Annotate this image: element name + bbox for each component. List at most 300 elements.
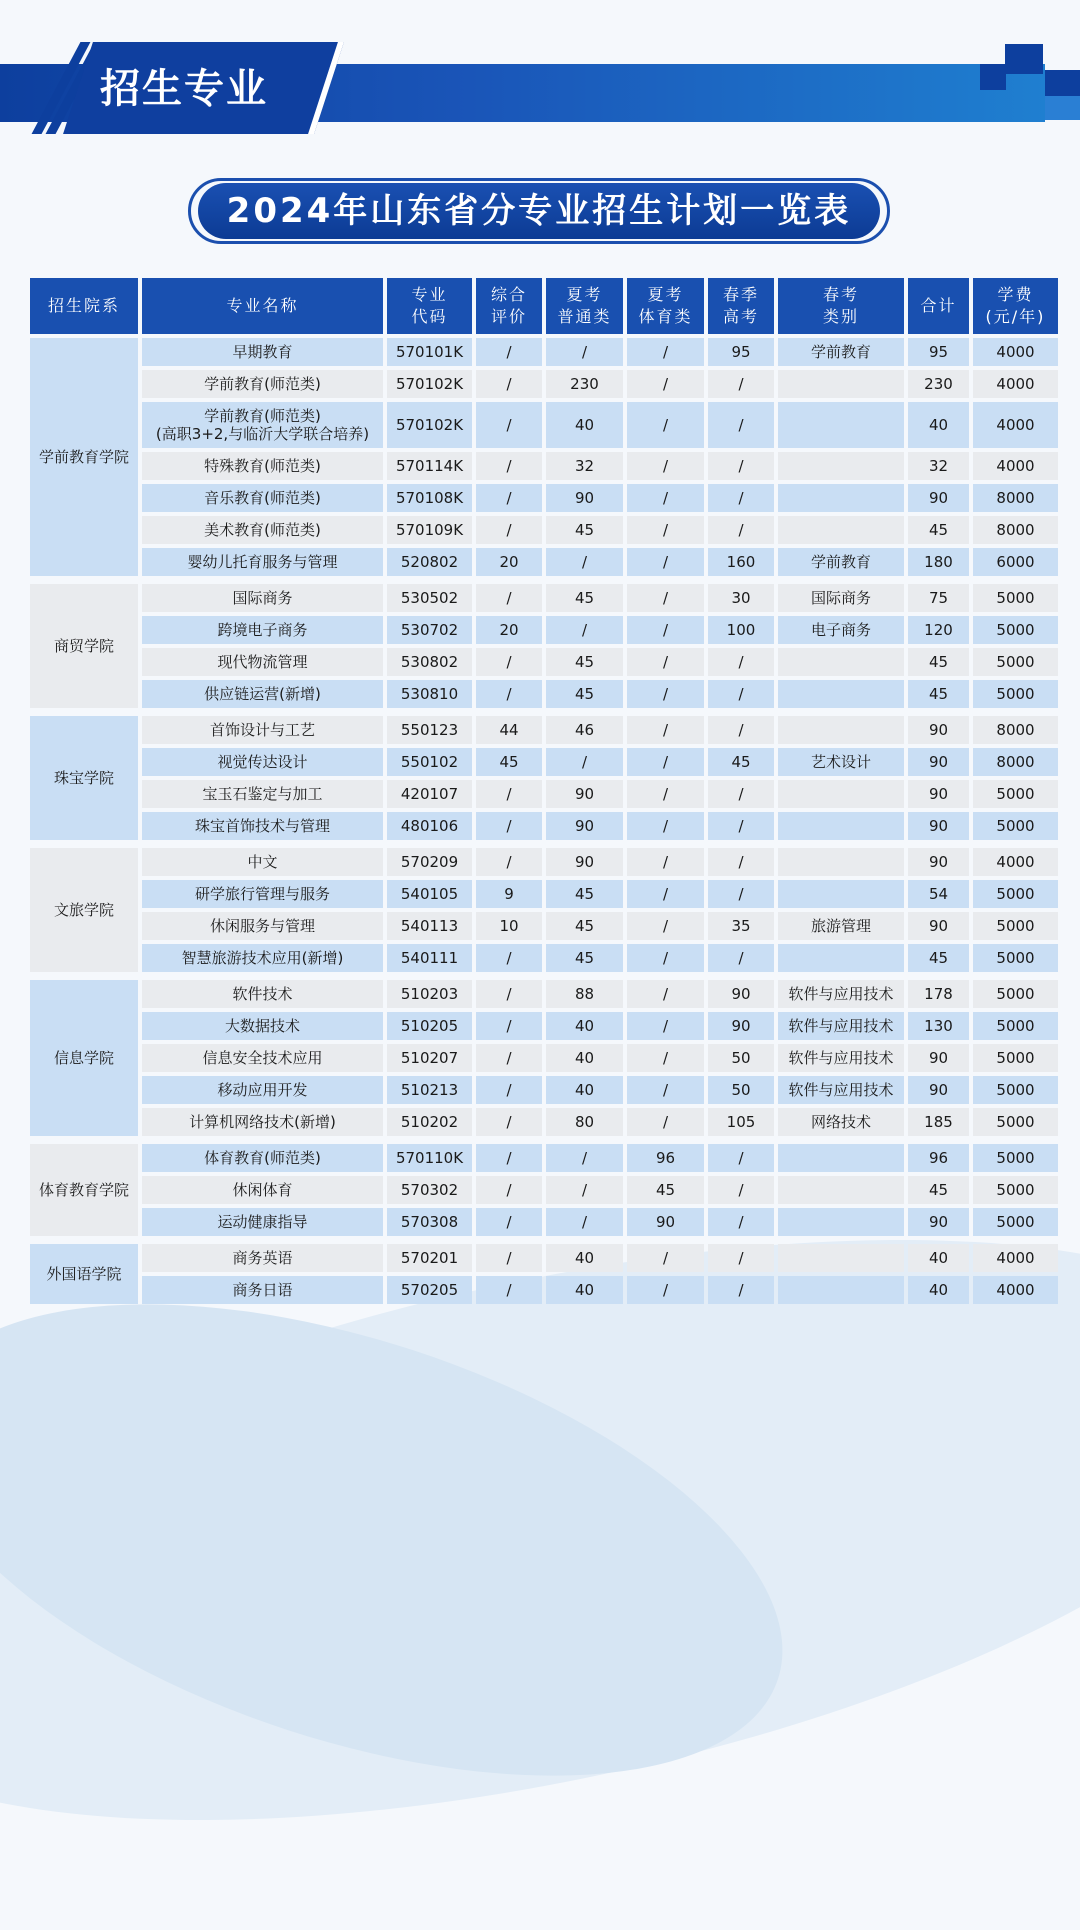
major-name: 软件技术 bbox=[142, 980, 383, 1008]
summer-general-count: 45 bbox=[546, 680, 623, 708]
table-row bbox=[30, 880, 1058, 908]
table-row bbox=[30, 680, 1058, 708]
spring-category: 电子商务 bbox=[778, 616, 904, 644]
comprehensive-count: / bbox=[476, 648, 542, 676]
summer-general-count: 40 bbox=[546, 1276, 623, 1304]
major-code: 510205 bbox=[387, 1012, 472, 1040]
header-summer-sport: 夏考 体育类 bbox=[627, 278, 704, 334]
banner-square-decoration bbox=[980, 64, 1006, 90]
spring-category: 软件与应用技术 bbox=[778, 1076, 904, 1104]
major-name: 商务英语 bbox=[142, 1244, 383, 1272]
total-count: 90 bbox=[908, 1076, 969, 1104]
table-row bbox=[30, 1176, 1058, 1204]
comprehensive-count: 10 bbox=[476, 912, 542, 940]
tuition-fee: 6000 bbox=[973, 548, 1058, 576]
spring-category bbox=[778, 680, 904, 708]
summer-sport-count: / bbox=[627, 548, 704, 576]
major-name: 视觉传达设计 bbox=[142, 748, 383, 776]
spring-category bbox=[778, 880, 904, 908]
summer-general-count: 46 bbox=[546, 716, 623, 744]
tuition-fee: 8000 bbox=[973, 748, 1058, 776]
tuition-fee: 5000 bbox=[973, 1176, 1058, 1204]
tuition-fee: 5000 bbox=[973, 1076, 1058, 1104]
summer-sport-count: / bbox=[627, 812, 704, 840]
spring-count: 30 bbox=[708, 584, 774, 612]
summer-general-count: 45 bbox=[546, 880, 623, 908]
comprehensive-count: 45 bbox=[476, 748, 542, 776]
comprehensive-count: / bbox=[476, 584, 542, 612]
major-code: 480106 bbox=[387, 812, 472, 840]
spring-category bbox=[778, 452, 904, 480]
spring-category: 学前教育 bbox=[778, 338, 904, 366]
comprehensive-count: / bbox=[476, 1012, 542, 1040]
table-row bbox=[30, 980, 1058, 1008]
spring-count: 160 bbox=[708, 548, 774, 576]
major-code: 540113 bbox=[387, 912, 472, 940]
spring-count: / bbox=[708, 648, 774, 676]
spring-count: / bbox=[708, 1176, 774, 1204]
spring-category bbox=[778, 716, 904, 744]
major-code: 540111 bbox=[387, 944, 472, 972]
banner-square-decoration bbox=[1045, 70, 1080, 96]
summer-general-count: 40 bbox=[546, 402, 623, 448]
header-code: 专业 代码 bbox=[387, 278, 472, 334]
spring-category bbox=[778, 1208, 904, 1236]
summer-general-count: / bbox=[546, 1176, 623, 1204]
major-name: 大数据技术 bbox=[142, 1012, 383, 1040]
table-body bbox=[30, 338, 1058, 1304]
tuition-fee: 8000 bbox=[973, 516, 1058, 544]
major-code: 570110K bbox=[387, 1144, 472, 1172]
table-row bbox=[30, 452, 1058, 480]
tuition-fee: 5000 bbox=[973, 1144, 1058, 1172]
tuition-fee: 5000 bbox=[973, 680, 1058, 708]
spring-category bbox=[778, 1176, 904, 1204]
total-count: 90 bbox=[908, 912, 969, 940]
major-name: 供应链运营(新增) bbox=[142, 680, 383, 708]
major-code: 510207 bbox=[387, 1044, 472, 1072]
summer-general-count: / bbox=[546, 748, 623, 776]
table-row bbox=[30, 484, 1058, 512]
enrollment-plan-table bbox=[26, 274, 1062, 1308]
major-name: 珠宝首饰技术与管理 bbox=[142, 812, 383, 840]
summer-sport-count: / bbox=[627, 780, 704, 808]
major-name: 国际商务 bbox=[142, 584, 383, 612]
department-name: 外国语学院 bbox=[30, 1244, 138, 1304]
spring-category: 软件与应用技术 bbox=[778, 1044, 904, 1072]
spring-category bbox=[778, 648, 904, 676]
total-count: 40 bbox=[908, 1276, 969, 1304]
comprehensive-count: / bbox=[476, 484, 542, 512]
major-name: 计算机网络技术(新增) bbox=[142, 1108, 383, 1136]
major-code: 570201 bbox=[387, 1244, 472, 1272]
major-code: 540105 bbox=[387, 880, 472, 908]
summer-sport-count: / bbox=[627, 880, 704, 908]
tuition-fee: 5000 bbox=[973, 1108, 1058, 1136]
spring-count: 45 bbox=[708, 748, 774, 776]
table-row bbox=[30, 848, 1058, 876]
total-count: 230 bbox=[908, 370, 969, 398]
comprehensive-count: / bbox=[476, 452, 542, 480]
summer-general-count: 45 bbox=[546, 648, 623, 676]
spring-count: 90 bbox=[708, 980, 774, 1008]
tuition-fee: 5000 bbox=[973, 1012, 1058, 1040]
comprehensive-count: / bbox=[476, 1244, 542, 1272]
summer-general-count: 45 bbox=[546, 516, 623, 544]
tuition-fee: 5000 bbox=[973, 880, 1058, 908]
major-name: 商务日语 bbox=[142, 1276, 383, 1304]
total-count: 90 bbox=[908, 484, 969, 512]
summer-general-count: 32 bbox=[546, 452, 623, 480]
summer-sport-count: / bbox=[627, 1076, 704, 1104]
total-count: 120 bbox=[908, 616, 969, 644]
tuition-fee: 4000 bbox=[973, 848, 1058, 876]
major-code: 530502 bbox=[387, 584, 472, 612]
comprehensive-count: / bbox=[476, 848, 542, 876]
tuition-fee: 4000 bbox=[973, 402, 1058, 448]
spring-category: 学前教育 bbox=[778, 548, 904, 576]
total-count: 45 bbox=[908, 648, 969, 676]
major-name: 信息安全技术应用 bbox=[142, 1044, 383, 1072]
header-spring: 春季 高考 bbox=[708, 278, 774, 334]
spring-count: 105 bbox=[708, 1108, 774, 1136]
summer-general-count: 45 bbox=[546, 944, 623, 972]
summer-general-count: / bbox=[546, 1208, 623, 1236]
table-row bbox=[30, 548, 1058, 576]
comprehensive-count: / bbox=[476, 402, 542, 448]
summer-general-count: 88 bbox=[546, 980, 623, 1008]
summer-sport-count: / bbox=[627, 912, 704, 940]
summer-sport-count: / bbox=[627, 484, 704, 512]
banner-square-decoration bbox=[1045, 96, 1080, 120]
comprehensive-count: 20 bbox=[476, 616, 542, 644]
major-code: 570205 bbox=[387, 1276, 472, 1304]
spring-category bbox=[778, 944, 904, 972]
table-row bbox=[30, 402, 1058, 448]
total-count: 90 bbox=[908, 716, 969, 744]
table-row bbox=[30, 780, 1058, 808]
major-name: 智慧旅游技术应用(新增) bbox=[142, 944, 383, 972]
comprehensive-count: / bbox=[476, 1208, 542, 1236]
comprehensive-count: 20 bbox=[476, 548, 542, 576]
table-row bbox=[30, 748, 1058, 776]
tuition-fee: 5000 bbox=[973, 1208, 1058, 1236]
summer-general-count: 90 bbox=[546, 812, 623, 840]
summer-general-count: 90 bbox=[546, 484, 623, 512]
table-row bbox=[30, 648, 1058, 676]
spring-count: / bbox=[708, 1276, 774, 1304]
summer-general-count: 40 bbox=[546, 1044, 623, 1072]
table-row bbox=[30, 912, 1058, 940]
major-name: 中文 bbox=[142, 848, 383, 876]
header-major: 专业名称 bbox=[142, 278, 383, 334]
total-count: 90 bbox=[908, 848, 969, 876]
comprehensive-count: 44 bbox=[476, 716, 542, 744]
total-count: 185 bbox=[908, 1108, 969, 1136]
major-code: 570102K bbox=[387, 370, 472, 398]
department-name: 学前教育学院 bbox=[30, 338, 138, 576]
header-dept: 招生院系 bbox=[30, 278, 138, 334]
spring-category bbox=[778, 484, 904, 512]
summer-sport-count: / bbox=[627, 716, 704, 744]
spring-count: / bbox=[708, 848, 774, 876]
comprehensive-count: / bbox=[476, 1044, 542, 1072]
summer-general-count: 40 bbox=[546, 1076, 623, 1104]
summer-sport-count: / bbox=[627, 516, 704, 544]
spring-category bbox=[778, 848, 904, 876]
total-count: 32 bbox=[908, 452, 969, 480]
summer-sport-count: / bbox=[627, 338, 704, 366]
summer-sport-count: / bbox=[627, 370, 704, 398]
total-count: 54 bbox=[908, 880, 969, 908]
major-code: 550123 bbox=[387, 716, 472, 744]
table-row bbox=[30, 1208, 1058, 1236]
summer-sport-count: / bbox=[627, 1244, 704, 1272]
major-code: 570308 bbox=[387, 1208, 472, 1236]
major-code: 530702 bbox=[387, 616, 472, 644]
major-code: 510213 bbox=[387, 1076, 472, 1104]
major-name: 现代物流管理 bbox=[142, 648, 383, 676]
table-row bbox=[30, 370, 1058, 398]
summer-sport-count: / bbox=[627, 1276, 704, 1304]
tuition-fee: 5000 bbox=[973, 648, 1058, 676]
comprehensive-count: 9 bbox=[476, 880, 542, 908]
major-code: 530802 bbox=[387, 648, 472, 676]
table-row bbox=[30, 1276, 1058, 1304]
comprehensive-count: / bbox=[476, 370, 542, 398]
table-row bbox=[30, 1108, 1058, 1136]
table-row bbox=[30, 1144, 1058, 1172]
comprehensive-count: / bbox=[476, 812, 542, 840]
tuition-fee: 5000 bbox=[973, 944, 1058, 972]
spring-count: / bbox=[708, 716, 774, 744]
major-code: 570108K bbox=[387, 484, 472, 512]
table-header-row bbox=[30, 278, 1058, 334]
summer-sport-count: / bbox=[627, 402, 704, 448]
table-row bbox=[30, 338, 1058, 366]
total-count: 95 bbox=[908, 338, 969, 366]
spring-count: 100 bbox=[708, 616, 774, 644]
tuition-fee: 4000 bbox=[973, 1244, 1058, 1272]
tuition-fee: 5000 bbox=[973, 780, 1058, 808]
summer-sport-count: / bbox=[627, 1012, 704, 1040]
summer-general-count: 40 bbox=[546, 1012, 623, 1040]
major-name: 学前教育(师范类) (高职3+2,与临沂大学联合培养) bbox=[142, 402, 383, 448]
summer-general-count: 230 bbox=[546, 370, 623, 398]
total-count: 40 bbox=[908, 402, 969, 448]
summer-general-count: 90 bbox=[546, 848, 623, 876]
total-count: 45 bbox=[908, 944, 969, 972]
comprehensive-count: / bbox=[476, 1276, 542, 1304]
spring-count: / bbox=[708, 812, 774, 840]
spring-category: 网络技术 bbox=[778, 1108, 904, 1136]
summer-sport-count: / bbox=[627, 1044, 704, 1072]
major-name: 特殊教育(师范类) bbox=[142, 452, 383, 480]
total-count: 180 bbox=[908, 548, 969, 576]
department-name: 商贸学院 bbox=[30, 584, 138, 708]
total-count: 96 bbox=[908, 1144, 969, 1172]
tuition-fee: 5000 bbox=[973, 616, 1058, 644]
summer-sport-count: 96 bbox=[627, 1144, 704, 1172]
major-name: 宝玉石鉴定与加工 bbox=[142, 780, 383, 808]
table-row bbox=[30, 1044, 1058, 1072]
header-summer-general: 夏考 普通类 bbox=[546, 278, 623, 334]
spring-count: 35 bbox=[708, 912, 774, 940]
spring-count: / bbox=[708, 680, 774, 708]
major-name: 首饰设计与工艺 bbox=[142, 716, 383, 744]
header-total: 合计 bbox=[908, 278, 969, 334]
major-name: 休闲服务与管理 bbox=[142, 912, 383, 940]
major-code: 570114K bbox=[387, 452, 472, 480]
table-title: 2024年山东省分专业招生计划一览表 bbox=[226, 191, 852, 231]
spring-category bbox=[778, 812, 904, 840]
tuition-fee: 8000 bbox=[973, 484, 1058, 512]
summer-general-count: / bbox=[546, 1144, 623, 1172]
summer-general-count: 90 bbox=[546, 780, 623, 808]
comprehensive-count: / bbox=[476, 516, 542, 544]
summer-sport-count: / bbox=[627, 616, 704, 644]
summer-sport-count: / bbox=[627, 980, 704, 1008]
department-name: 文旅学院 bbox=[30, 848, 138, 972]
department-name: 体育教育学院 bbox=[30, 1144, 138, 1236]
comprehensive-count: / bbox=[476, 1144, 542, 1172]
spring-count: / bbox=[708, 944, 774, 972]
summer-sport-count: / bbox=[627, 680, 704, 708]
summer-sport-count: 45 bbox=[627, 1176, 704, 1204]
spring-category: 软件与应用技术 bbox=[778, 980, 904, 1008]
total-count: 75 bbox=[908, 584, 969, 612]
comprehensive-count: / bbox=[476, 338, 542, 366]
summer-sport-count: / bbox=[627, 848, 704, 876]
department-name: 珠宝学院 bbox=[30, 716, 138, 840]
total-count: 40 bbox=[908, 1244, 969, 1272]
major-code: 510203 bbox=[387, 980, 472, 1008]
summer-sport-count: / bbox=[627, 748, 704, 776]
spring-category: 软件与应用技术 bbox=[778, 1012, 904, 1040]
total-count: 45 bbox=[908, 680, 969, 708]
summer-sport-count: 90 bbox=[627, 1208, 704, 1236]
comprehensive-count: / bbox=[476, 1076, 542, 1104]
total-count: 90 bbox=[908, 748, 969, 776]
tuition-fee: 4000 bbox=[973, 1276, 1058, 1304]
spring-category: 艺术设计 bbox=[778, 748, 904, 776]
table-row bbox=[30, 716, 1058, 744]
major-code: 520802 bbox=[387, 548, 472, 576]
major-code: 550102 bbox=[387, 748, 472, 776]
summer-sport-count: / bbox=[627, 944, 704, 972]
total-count: 90 bbox=[908, 812, 969, 840]
summer-general-count: 40 bbox=[546, 1244, 623, 1272]
spring-count: 90 bbox=[708, 1012, 774, 1040]
spring-count: / bbox=[708, 880, 774, 908]
major-name: 研学旅行管理与服务 bbox=[142, 880, 383, 908]
comprehensive-count: / bbox=[476, 680, 542, 708]
tuition-fee: 4000 bbox=[973, 338, 1058, 366]
tuition-fee: 5000 bbox=[973, 584, 1058, 612]
summer-general-count: 45 bbox=[546, 584, 623, 612]
major-name: 跨境电子商务 bbox=[142, 616, 383, 644]
comprehensive-count: / bbox=[476, 1108, 542, 1136]
major-code: 510202 bbox=[387, 1108, 472, 1136]
total-count: 90 bbox=[908, 780, 969, 808]
table-row bbox=[30, 584, 1058, 612]
spring-count: 50 bbox=[708, 1076, 774, 1104]
major-name: 休闲体育 bbox=[142, 1176, 383, 1204]
summer-sport-count: / bbox=[627, 648, 704, 676]
spring-count: / bbox=[708, 1208, 774, 1236]
header-comprehensive: 综合 评价 bbox=[476, 278, 542, 334]
spring-category bbox=[778, 1276, 904, 1304]
major-code: 530810 bbox=[387, 680, 472, 708]
total-count: 90 bbox=[908, 1044, 969, 1072]
tuition-fee: 5000 bbox=[973, 912, 1058, 940]
spring-category bbox=[778, 1244, 904, 1272]
spring-category bbox=[778, 1144, 904, 1172]
department-name: 信息学院 bbox=[30, 980, 138, 1136]
spring-category bbox=[778, 402, 904, 448]
major-name: 婴幼儿托育服务与管理 bbox=[142, 548, 383, 576]
major-code: 420107 bbox=[387, 780, 472, 808]
summer-general-count: 45 bbox=[546, 912, 623, 940]
summer-sport-count: / bbox=[627, 584, 704, 612]
major-name: 体育教育(师范类) bbox=[142, 1144, 383, 1172]
major-code: 570109K bbox=[387, 516, 472, 544]
major-code: 570101K bbox=[387, 338, 472, 366]
spring-category bbox=[778, 370, 904, 398]
major-code: 570302 bbox=[387, 1176, 472, 1204]
spring-category: 旅游管理 bbox=[778, 912, 904, 940]
total-count: 45 bbox=[908, 516, 969, 544]
summer-general-count: 80 bbox=[546, 1108, 623, 1136]
spring-count: / bbox=[708, 1144, 774, 1172]
tuition-fee: 5000 bbox=[973, 980, 1058, 1008]
total-count: 178 bbox=[908, 980, 969, 1008]
spring-count: / bbox=[708, 780, 774, 808]
summer-general-count: / bbox=[546, 616, 623, 644]
spring-count: / bbox=[708, 370, 774, 398]
spring-category bbox=[778, 780, 904, 808]
spring-count: 50 bbox=[708, 1044, 774, 1072]
major-name: 早期教育 bbox=[142, 338, 383, 366]
major-name: 美术教育(师范类) bbox=[142, 516, 383, 544]
major-name: 学前教育(师范类) bbox=[142, 370, 383, 398]
total-count: 130 bbox=[908, 1012, 969, 1040]
banner-square-decoration bbox=[1005, 44, 1043, 74]
summer-sport-count: / bbox=[627, 452, 704, 480]
table-row bbox=[30, 944, 1058, 972]
spring-category: 国际商务 bbox=[778, 584, 904, 612]
major-name: 音乐教育(师范类) bbox=[142, 484, 383, 512]
spring-count: / bbox=[708, 452, 774, 480]
tuition-fee: 5000 bbox=[973, 1044, 1058, 1072]
table-row bbox=[30, 1012, 1058, 1040]
spring-category bbox=[778, 516, 904, 544]
spring-count: / bbox=[708, 1244, 774, 1272]
spring-count: / bbox=[708, 516, 774, 544]
table-row bbox=[30, 812, 1058, 840]
summer-general-count: / bbox=[546, 338, 623, 366]
major-code: 570102K bbox=[387, 402, 472, 448]
header-fee: 学费 (元/年) bbox=[973, 278, 1058, 334]
comprehensive-count: / bbox=[476, 780, 542, 808]
tuition-fee: 4000 bbox=[973, 452, 1058, 480]
table-row bbox=[30, 516, 1058, 544]
major-code: 570209 bbox=[387, 848, 472, 876]
table-row bbox=[30, 1244, 1058, 1272]
tuition-fee: 5000 bbox=[973, 812, 1058, 840]
total-count: 45 bbox=[908, 1176, 969, 1204]
header-spring-category: 春考 类别 bbox=[778, 278, 904, 334]
